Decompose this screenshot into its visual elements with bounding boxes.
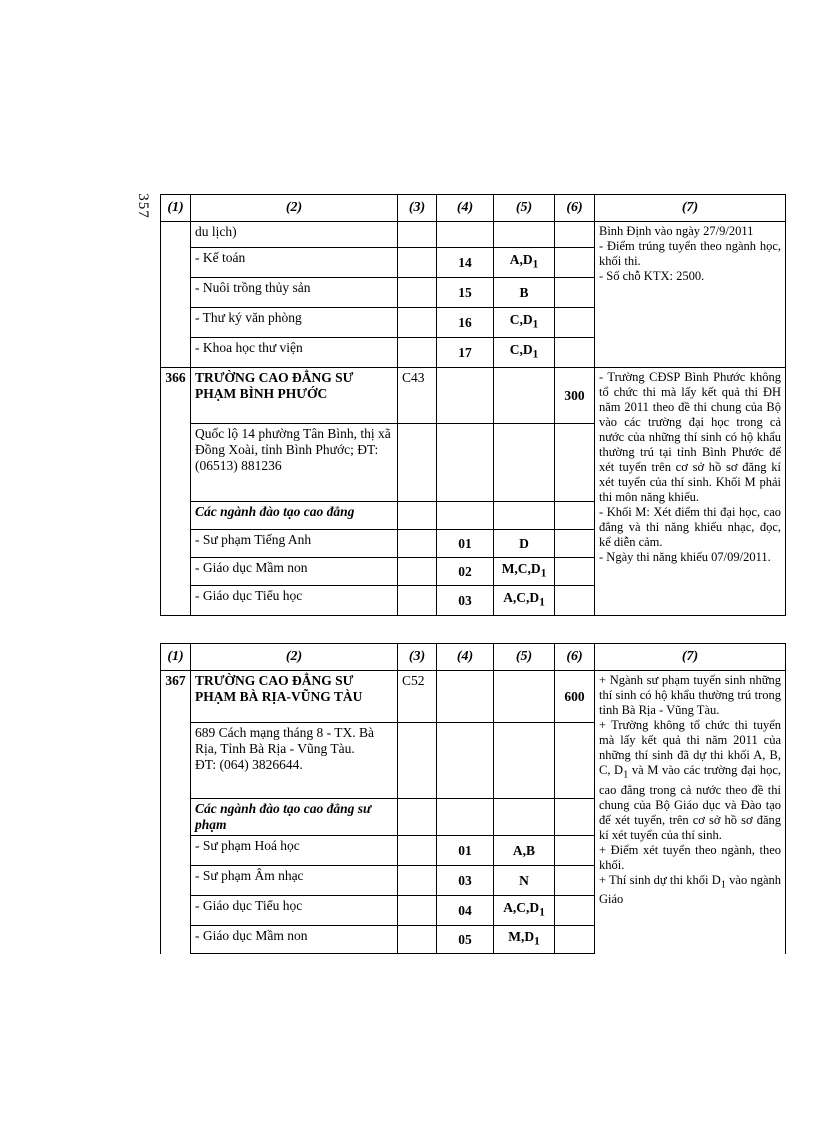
- major-code: 16: [437, 308, 494, 338]
- header-col-4: (4): [437, 195, 494, 222]
- header-col-5: (5): [494, 644, 555, 671]
- header-col-4: (4): [437, 644, 494, 671]
- admissions-table-2: [160, 643, 786, 954]
- header-col-5: (5): [494, 195, 555, 222]
- school-stt: 366: [161, 368, 191, 616]
- major-name: - Thư ký văn phòng: [191, 308, 398, 338]
- school-symbol: C43: [398, 368, 437, 424]
- table-header-row: [161, 644, 786, 671]
- header-col-2: (2): [191, 195, 398, 222]
- exam-blocks: D: [494, 530, 555, 558]
- major-name: - Sư phạm Tiếng Anh: [191, 530, 398, 558]
- note-cell: + Ngành sư phạm tuyển sinh những thí sinh có hộ khẩu thường trú trong tỉnh Bà Rịa - Vũng Tàu. + Trường không tổ chức thi tuyển mà lấy kết quả thi năm 2011 của những thí sinh đã dự thi khối A, B, C, $D_1$ và M vào các trường đại học, cao đẳng trong cả nước theo đề thi chung của Bộ Giáo dục và Đào tạo để xét tuyển, trên cơ sở hồ sơ đăng kí xét tuyển của thí sinh. + Điểm xét tuyển theo ngành, theo khối. + Thí sinh dự thi khối $D_1$ vào ngành Giáo: [595, 671, 786, 954]
- school-symbol: C52: [398, 671, 437, 723]
- header-col-1: (1): [161, 644, 191, 671]
- exam-blocks: $C,D_1$: [494, 338, 555, 368]
- school-address: Quốc lộ 14 phường Tân Bình, thị xã Đồng Xoài, tỉnh Bình Phước; ĐT: (06513) 881236: [191, 424, 398, 502]
- header-col-7: (7): [595, 644, 786, 671]
- admissions-table-1: [160, 194, 786, 616]
- major-name: - Giáo dục Mầm non: [191, 926, 398, 954]
- note-cell: Bình Định vào ngày 27/9/2011 - Điểm trúng tuyển theo ngành học, khối thi. - Số chỗ KTX: 2500.: [595, 222, 786, 368]
- header-col-3: (3): [398, 195, 437, 222]
- school-address: 689 Cách mạng tháng 8 - TX. Bà Rịa, Tỉnh Bà Rịa - Vũng Tàu. ĐT: (064) 3826644.: [191, 723, 398, 799]
- note-cell: - Trường CĐSP Bình Phước không tổ chức thi mà lấy kết quả thi ĐH năm 2011 theo đề thi chung của Bộ vào các trường đại học trong cả nước của những thí sinh có hộ khẩu thường trú tại tỉnh Bình Phước để xét tuyển trên cơ sở hồ sơ đăng kí xét tuyển của thí sinh. Khối M phải thi môn năng khiếu. - Khối M: Xét điểm thi đại học, cao đẳng và thi năng khiếu nhạc, đọc, kể diễn cảm. - Ngày thi năng khiếu 07/09/2011.: [595, 368, 786, 616]
- exam-blocks: $A,C,D_1$: [494, 896, 555, 926]
- major-name: - Khoa học thư viện: [191, 338, 398, 368]
- exam-blocks: $A,D_1$: [494, 248, 555, 278]
- exam-blocks: $M,D_1$: [494, 926, 555, 954]
- major-name: - Giáo dục Mầm non: [191, 558, 398, 586]
- major-code: 14: [437, 248, 494, 278]
- major-code: 03: [437, 586, 494, 616]
- major-code: 01: [437, 530, 494, 558]
- major-code: 03: [437, 866, 494, 896]
- major-name: - Giáo dục Tiểu học: [191, 586, 398, 616]
- exam-blocks: N: [494, 866, 555, 896]
- school-quota: 300: [555, 368, 595, 424]
- major-code: 04: [437, 896, 494, 926]
- page-number: 357: [135, 193, 151, 219]
- school-stt: 367: [161, 671, 191, 954]
- header-col-1: (1): [161, 195, 191, 222]
- major-code: 15: [437, 278, 494, 308]
- major-code: 01: [437, 836, 494, 866]
- major-code: 05: [437, 926, 494, 954]
- school-row: [161, 368, 786, 424]
- major-name: - Giáo dục Tiểu học: [191, 896, 398, 926]
- exam-blocks: $A,C,D_1$: [494, 586, 555, 616]
- table-row: [161, 222, 786, 248]
- header-col-6: (6): [555, 195, 595, 222]
- school-name: TRƯỜNG CAO ĐẲNG SƯ PHẠM BÀ RỊA-VŨNG TÀU: [191, 671, 398, 723]
- header-col-6: (6): [555, 644, 595, 671]
- major-name: - Kế toán: [191, 248, 398, 278]
- table-header-row: [161, 195, 786, 222]
- exam-blocks: B: [494, 278, 555, 308]
- major-name: - Sư phạm Hoá học: [191, 836, 398, 866]
- exam-blocks: $M,C,D_1$: [494, 558, 555, 586]
- school-quota: 600: [555, 671, 595, 723]
- major-code: 02: [437, 558, 494, 586]
- major-name: du lịch): [191, 222, 398, 248]
- header-col-7: (7): [595, 195, 786, 222]
- major-name: - Nuôi trồng thủy sản: [191, 278, 398, 308]
- major-code: 17: [437, 338, 494, 368]
- section-title: Các ngành đào tạo cao đẳng: [191, 502, 398, 530]
- exam-blocks: A,B: [494, 836, 555, 866]
- exam-blocks: $C,D_1$: [494, 308, 555, 338]
- header-col-3: (3): [398, 644, 437, 671]
- header-col-2: (2): [191, 644, 398, 671]
- school-name: TRƯỜNG CAO ĐẲNG SƯ PHẠM BÌNH PHƯỚC: [191, 368, 398, 424]
- major-name: - Sư phạm Âm nhạc: [191, 866, 398, 896]
- section-title: Các ngành đào tạo cao đẳng sư phạm: [191, 799, 398, 836]
- school-row: [161, 671, 786, 723]
